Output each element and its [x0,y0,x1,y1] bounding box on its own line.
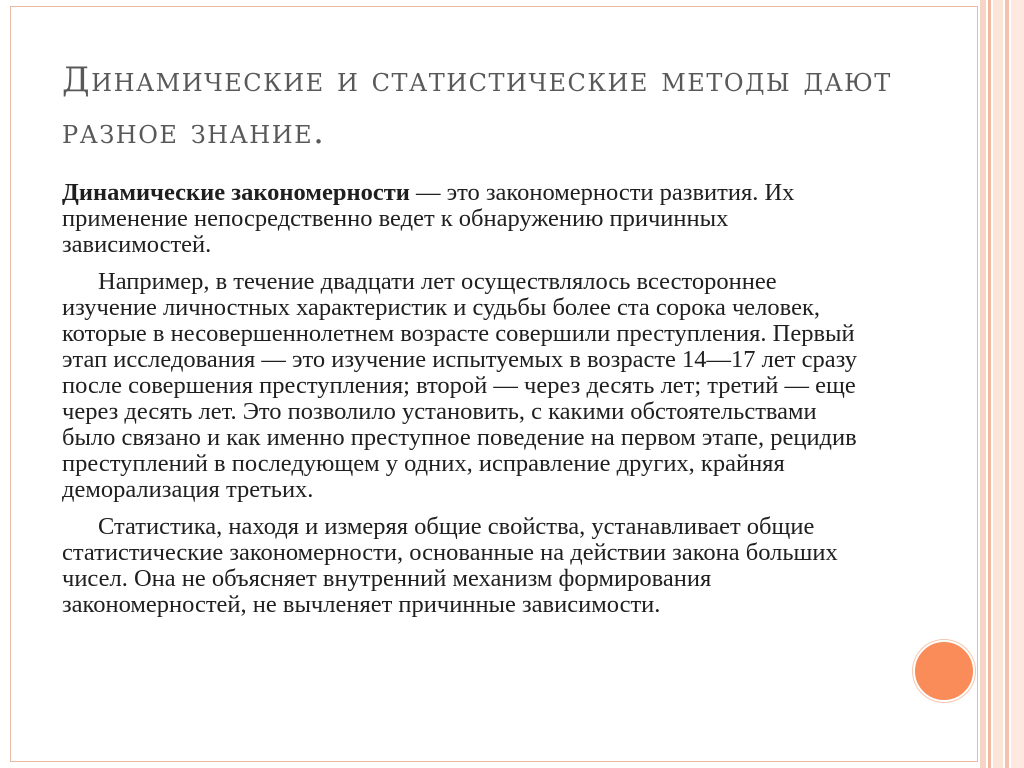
decorative-circle [913,640,975,702]
paragraph-dynamic-laws [62,180,862,258]
paragraph-dynamic-laws-text: — это закономерности развития. Их применение непосредственно ведет к обнаружению причинных зависимостей. [62,179,795,258]
paragraph-example: Например, в течение двадцати лет осуществлялось всестороннее изучение личностных характеристик и судьбы более ста сорока человек, которые в несовершеннолетнем возрасте совершили преступления. Первый этап исследования — это изучение испытуемых в возрасте 14—17 лет сразу после совершения преступления; второй — через десять лет; третий — еще через десять лет. Это позволило установить, с какими обстоятельствами было связано и как именно преступное поведение на первом этапе, рецидив преступлений в последующем у одних, исправление других, крайняя деморализация третьих. [62,268,858,503]
paragraph-statistics: Статистика, находя и измеряя общие свойства, устанавливает общие статистические закономерности, основанные на действии закона больших чисел. Она не объясняет внутренний механизм формирования закономерностей, не вычленяет причинные зависимости. [62,513,838,618]
term-dynamic-laws: Динамические закономерности [62,179,410,206]
stripe [980,0,986,768]
slide-body [62,180,862,629]
stripe [1011,0,1024,768]
stripe [988,0,991,768]
stripe [993,0,1003,768]
decorative-stripes [980,0,1024,768]
slide-title: Динамические и статистические методы дают разное знание. [62,60,892,152]
stripe [1005,0,1009,768]
